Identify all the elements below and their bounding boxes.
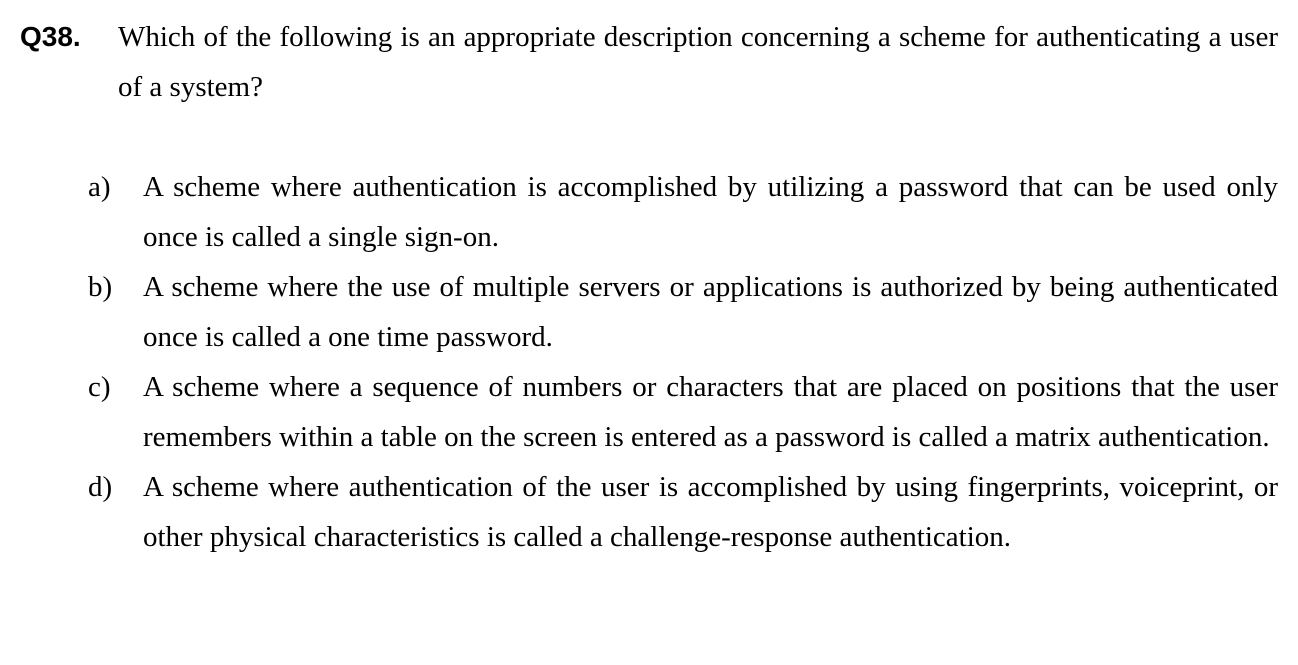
option-letter: a): [88, 171, 111, 203]
option-letter: b): [88, 271, 113, 303]
option-letter: c): [88, 371, 111, 403]
question-block: [20, 12, 1278, 112]
option-b: [88, 262, 1278, 362]
option-text: A scheme where authentication of the user is accomplished by using fingerprints, voiceprint, or other physical characteristics is called a challenge-response authentication.: [143, 471, 1278, 553]
question-text: Which of the following is an appropriate description concerning a scheme for authenticating a user of a system?: [118, 21, 1278, 103]
option-letter: d): [88, 471, 113, 503]
option-a: [88, 162, 1278, 262]
question-number: Q38.: [20, 21, 81, 52]
option-text: A scheme where authentication is accomplished by utilizing a password that can be used only once is called a single sign-on.: [143, 171, 1278, 253]
option-c: [88, 362, 1278, 462]
option-text: A scheme where the use of multiple servers or applications is authorized by being authenticated once is called a one time password.: [143, 271, 1278, 353]
answer-options: [88, 162, 1278, 562]
option-d: [88, 462, 1278, 562]
option-text: A scheme where a sequence of numbers or characters that are placed on positions that the user remembers within a table on the screen is entered as a password is called a matrix authentication.: [143, 371, 1278, 453]
